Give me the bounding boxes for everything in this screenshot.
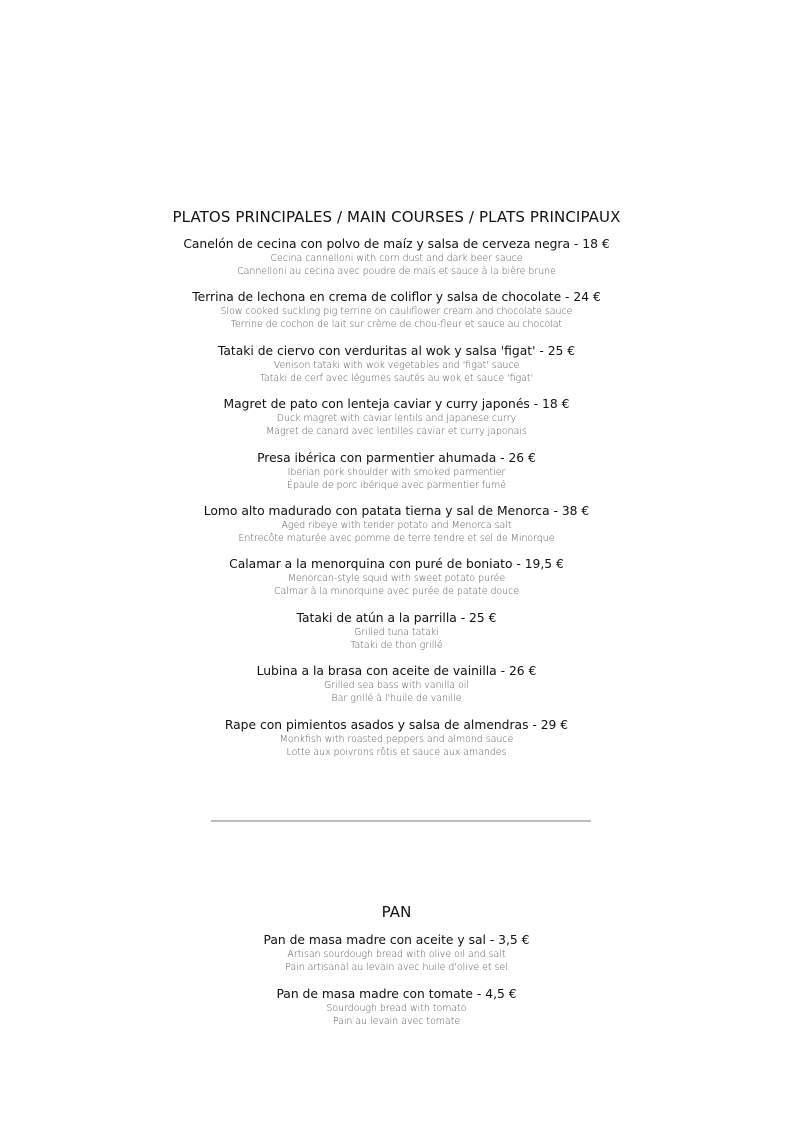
dish-french: Lotte aux poivrons rôtis et sauce aux amandes: [286, 746, 507, 758]
main-courses-section: [0, 208, 793, 771]
dish-french: Entrecôte maturée avec pomme de terre tendre et sel de Minorque: [238, 532, 555, 544]
section-title-main-courses: PLATOS PRINCIPALES / MAIN COURSES / PLATS PRINCIPAUX: [172, 208, 621, 226]
dish-name: Pan de masa madre con aceite y sal - 3,5 €: [263, 933, 530, 947]
dish-french: Pain artisanal au levain avec huile d'olive et sel: [285, 962, 508, 973]
dish-english: Artisan sourdough bread with olive oil and salt: [287, 949, 506, 960]
menu-item: [0, 557, 793, 610]
dish-french: Cannelloni au cecina avec poudre de maïs et sauce à la bière brune: [237, 266, 556, 277]
dish-name: Calamar a la menorquina con puré de boniato - 19,5 €: [229, 557, 564, 572]
menu-item: [0, 718, 793, 771]
dish-english: Venison tataki with wok vegetables and 'figat' sauce: [273, 359, 520, 371]
section-divider: [211, 820, 591, 822]
dish-french: Tataki de thon grillé: [350, 639, 443, 651]
menu-item: [0, 933, 793, 987]
dish-english: Sourdough bread with tomato: [326, 1003, 467, 1014]
menu-item: [0, 344, 793, 397]
menu-item: [0, 290, 793, 343]
dish-english: Cecina cannelloni with corn dust and dark beer sauce: [270, 253, 523, 264]
menu-item: [0, 237, 793, 290]
dish-english: Menorcan-style squid with sweet potato purée: [287, 573, 506, 585]
dish-name: Rape con pimientos asados y salsa de almendras - 29 €: [224, 717, 569, 732]
dish-english: Slow cooked suckling pig terrine on cauliflower cream and chocolate sauce: [220, 306, 573, 318]
dish-english: Duck magret with caviar lentils and Japanese curry: [276, 413, 517, 425]
dish-name: Canelón de cecina con polvo de maíz y salsa de cerveza negra - 18 €: [183, 237, 610, 251]
menu-item: [0, 611, 793, 664]
dish-name: Lubina a la brasa con aceite de vainilla - 26 €: [256, 664, 537, 679]
dish-french: Calmar à la minorquine avec purée de patate douce: [274, 586, 519, 598]
dish-name: Terrina de lechona en crema de coliflor y salsa de chocolate - 24 €: [192, 290, 601, 305]
dish-french: Pain au levain avec tomate: [332, 1016, 461, 1027]
dish-french: Tataki de cerf avec légumes sautés au wok et sauce 'figat': [259, 372, 534, 384]
menu-item: [0, 504, 793, 557]
dish-english: Iberian pork shoulder with smoked parmentier: [287, 466, 506, 478]
dish-english: Grilled sea bass with vanilla oil: [323, 680, 470, 692]
dish-english: Monkfish with roasted peppers and almond sauce: [279, 733, 514, 745]
dish-french: Magret de canard avec lentilles caviar et curry japonais: [266, 426, 527, 438]
dish-name: Tataki de ciervo con verduritas al wok y salsa 'figat' - 25 €: [217, 343, 576, 358]
menu-item: [0, 397, 793, 450]
dish-english: Grilled tuna tataki: [354, 626, 439, 638]
dish-name: Pan de masa madre con tomate - 4,5 €: [276, 987, 517, 1001]
dish-name: Magret de pato con lenteja caviar y curry japonés - 18 €: [223, 397, 570, 412]
menu-item: [0, 987, 793, 1041]
dish-french: Épaule de porc ibérique avec parmentier fumé: [287, 479, 506, 491]
dish-name: Lomo alto madurado con patata tierna y sal de Menorca - 38 €: [203, 503, 590, 518]
dish-french: Terrine de cochon de lait sur crème de chou-fleur et sauce au chocolat: [230, 319, 563, 331]
menu-item: [0, 664, 793, 717]
dish-english: Aged ribeye with tender potato and Menorca salt: [281, 519, 512, 531]
dish-name: Tataki de atún a la parrilla - 25 €: [296, 610, 497, 625]
dish-name: Presa ibérica con parmentier ahumada - 26 €: [257, 450, 536, 465]
bread-section: [0, 903, 793, 1041]
main-courses-list: [0, 237, 793, 771]
section-title-bread: PAN: [381, 903, 412, 921]
dish-french: Bar grillé à l'huile de vanille: [331, 693, 462, 705]
bread-list: [0, 933, 793, 1041]
menu-item: [0, 451, 793, 504]
